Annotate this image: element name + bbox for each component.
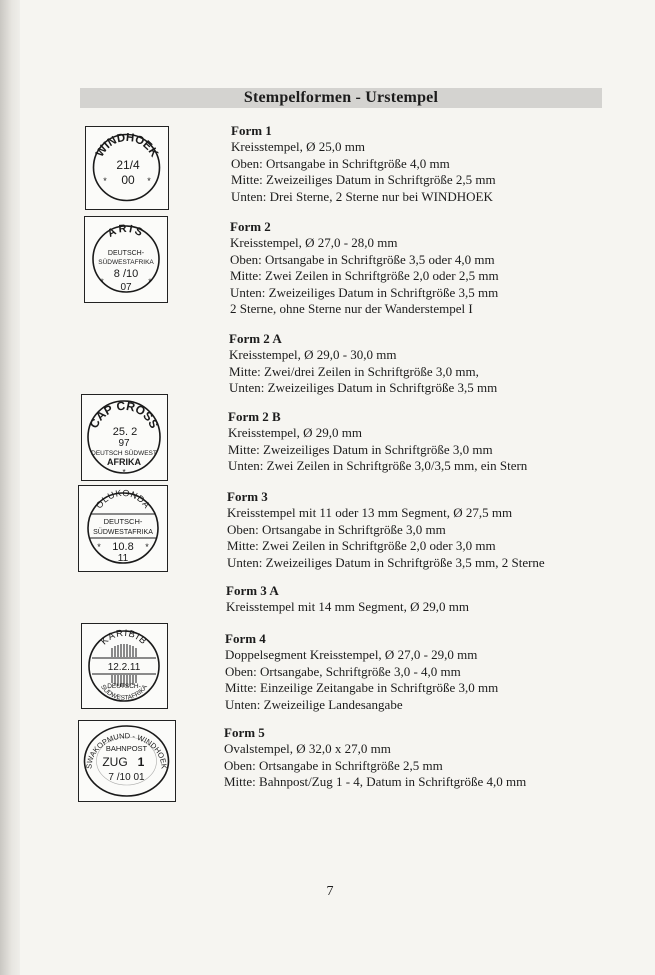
stamp-place-name: KARIBIB — [98, 627, 150, 648]
stamp-star: * — [145, 542, 149, 552]
form-line: Unten: Zweizeiliges Datum in Schriftgröße 3,5 mm — [229, 380, 498, 396]
stamp-date: 7 /10 01 — [108, 772, 145, 783]
stamp-year: 11 — [117, 553, 129, 564]
stamp-image-windhoek — [85, 126, 169, 210]
stamp-train-number: 1 — [137, 755, 145, 769]
form-line: Kreisstempel, Ø 27,0 - 28,0 mm — [230, 235, 398, 251]
form-title: Form 3 — [227, 489, 268, 504]
form-line: Kreisstempel, Ø 29,0 mm — [228, 425, 362, 441]
form-line: Mitte: Zwei Zeilen in Schriftgröße 2,0 oder 2,5 mm — [230, 268, 499, 284]
stamp-ring-text: SWAKOPMUND - WINDHOEK — [84, 731, 169, 770]
stamp-country-line: SÜDWESTAFRIKA — [93, 529, 153, 536]
stamp-year: 97 — [118, 438, 130, 449]
stamp-railway-post: BAHNPOST — [105, 744, 148, 753]
stamp-country-line: DEUTSCH SÜDWEST — [91, 450, 157, 457]
form-line: Unten: Zwei Zeilen in Schriftgröße 3,0/3,5 mm, ein Stern — [228, 458, 528, 474]
form-line: Mitte: Einzeilige Zeitangabe in Schriftgröße 3,0 mm — [225, 680, 499, 696]
stamp-date: 12.2.11 — [107, 662, 141, 673]
stamp-place-name: ARIS — [105, 222, 147, 240]
form-line: Unten: Drei Sterne, 2 Sterne nur bei WINDHOEK — [231, 188, 493, 204]
stamp-year: 07 — [120, 282, 132, 293]
stamp-train-label: ZUG — [102, 755, 128, 769]
form-line: Kreisstempel mit 14 mm Segment, Ø 29,0 mm — [226, 599, 470, 615]
stamp-country-line: AFRIKA — [107, 457, 141, 467]
stamp-image-olukonda — [78, 485, 168, 572]
form-title: Form 3 A — [226, 583, 279, 598]
form-line: Mitte: Zwei/drei Zeilen in Schriftgröße 3,0 mm, — [229, 363, 479, 379]
form-line: Oben: Ortsangabe in Schriftgröße 4,0 mm — [231, 155, 450, 171]
svg-text:ARIS — [106, 223, 147, 240]
form-line: Unten: Zweizeilige Landesangabe — [225, 696, 403, 712]
form-line: Oben: Ortsangabe in Schriftgröße 2,5 mm — [224, 757, 443, 773]
form-entry-2b — [228, 409, 527, 475]
stamp-country-line: DEUTSCH- — [107, 683, 141, 690]
stamp-date: 10.8 — [112, 541, 134, 553]
form-line: Mitte: Zweizeiliges Datum in Schriftgröße 2,5 mm — [231, 172, 496, 188]
stamp-country-line: DEUTSCH- — [107, 250, 145, 257]
form-title: Form 2 B — [228, 409, 281, 424]
form-title: Form 2 A — [229, 331, 282, 346]
stamp-image-aris — [84, 216, 168, 303]
stamp-date: 21/4 — [116, 158, 140, 172]
form-entry-3a — [226, 583, 469, 616]
stamp-star: * — [103, 176, 107, 186]
form-line: Oben: Ortsangabe, Schriftgröße 3,0 - 4,0 mm — [225, 663, 461, 679]
stamp-place-name: CAP CROSS — [86, 398, 162, 431]
form-line: Kreisstempel mit 11 oder 13 mm Segment, Ø 27,5 mm — [227, 505, 513, 521]
form-line: Oben: Ortsangabe in Schriftgröße 3,5 oder 4,0 mm — [230, 251, 495, 267]
form-line: Unten: Zweizeiliges Datum in Schriftgröße 3,5 mm, 2 Sterne — [227, 554, 545, 570]
form-line: Mitte: Zweizeiliges Datum in Schriftgröße 3,0 mm — [228, 441, 493, 457]
page-title: Stempelformen - Urstempel — [80, 88, 602, 108]
stamp-year: 00 — [121, 173, 135, 187]
form-title: Form 1 — [231, 123, 272, 138]
stamp-star: * — [100, 277, 104, 287]
stamp-star: * — [122, 468, 126, 477]
stamp-star: * — [97, 542, 101, 552]
stamp-star: * — [147, 176, 151, 186]
stamp-country-line: DEUTSCH- — [103, 517, 143, 526]
form-entry-5 — [224, 725, 526, 791]
stamp-date: 8 /10 — [113, 268, 139, 280]
form-entry-2 — [230, 219, 499, 317]
form-title: Form 5 — [224, 725, 265, 740]
stamp-date: 25. 2 — [112, 426, 138, 438]
stamp-image-swakopmund-windhoek — [78, 720, 176, 802]
svg-text:OLUKONDA — [94, 488, 152, 511]
form-line: Mitte: Bahnpost/Zug 1 - 4, Datum in Schriftgröße 4,0 mm — [224, 774, 527, 790]
form-line: Doppelsegment Kreisstempel, Ø 27,0 - 29,0 mm — [225, 647, 478, 663]
page-number: 7 — [326, 884, 334, 899]
form-line: Mitte: Zwei Zeilen in Schriftgröße 2,0 oder 3,0 mm — [227, 538, 496, 554]
form-entry-2a — [229, 331, 497, 397]
stamp-star: * — [148, 277, 152, 287]
stamp-image-karibib — [81, 623, 168, 709]
form-line: Kreisstempel, Ø 29,0 - 30,0 mm — [229, 347, 397, 363]
form-title: Form 4 — [225, 631, 266, 646]
form-line: 2 Sterne, ohne Sterne nur der Wanderstempel I — [230, 301, 473, 317]
stamp-country-line: SÜDWESTAFRIKA — [98, 259, 154, 266]
stamp-country-line: SÜDWESTAFRIKA — [99, 683, 149, 702]
form-line: Ovalstempel, Ø 32,0 x 27,0 mm — [224, 741, 391, 757]
form-entry-3 — [227, 489, 545, 571]
form-line: Unten: Zweizeiliges Datum in Schriftgröße 3,5 mm — [230, 284, 499, 300]
stamp-image-cap-cross — [81, 394, 168, 481]
book-gutter-shadow — [0, 0, 20, 975]
form-line: Kreisstempel, Ø 25,0 mm — [231, 139, 365, 155]
form-title: Form 2 — [230, 219, 271, 234]
form-entry-4 — [225, 631, 498, 713]
svg-text:WINDHOEK — [94, 132, 160, 160]
form-entry-1 — [231, 123, 496, 205]
form-line: Oben: Ortsangabe in Schriftgröße 3,0 mm — [227, 521, 446, 537]
stamp-place-name: WINDHOEK — [93, 131, 161, 160]
stamp-place-name: OLUKONDA — [93, 487, 153, 511]
